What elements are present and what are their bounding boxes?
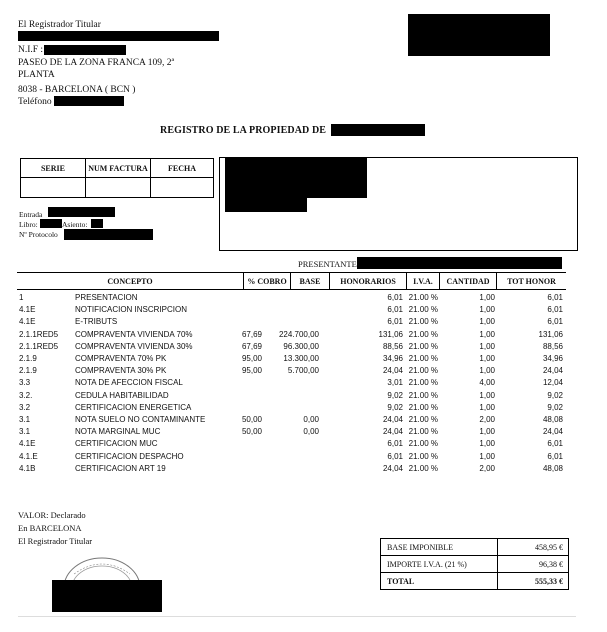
table-row [17, 304, 566, 316]
cell-tot: 12,04 [542, 378, 563, 388]
cell-iva: 21.00 % [408, 329, 438, 339]
cell-hon: 6,01 [387, 451, 403, 461]
entrada-label: Entrada [19, 210, 43, 219]
col-honorarios: HONORARIOS [330, 273, 407, 289]
table-row [17, 463, 566, 475]
col-base: BASE [291, 273, 330, 289]
fecha-value [151, 178, 213, 197]
cell-hon: 24,04 [382, 463, 403, 473]
cell-qty: 1,00 [479, 354, 495, 363]
cell-base: 5.700,00 [287, 366, 319, 376]
cell-concept: NOTA SUELO NO CONTAMINANTE [75, 415, 206, 424]
cell-hon: 6,01 [387, 293, 403, 302]
cell-base: 13.300,00 [283, 354, 319, 363]
col-cantidad: CANTIDAD [440, 273, 497, 289]
table-row [17, 414, 566, 426]
redacted-asiento [91, 219, 103, 228]
cell-code: 4.1E [19, 439, 36, 449]
cell-tot: 6,01 [547, 317, 563, 327]
redacted-registrar-name [18, 31, 219, 41]
cell-code: 3.2 [19, 402, 31, 412]
table-row [17, 402, 566, 414]
table-row [17, 377, 566, 389]
cell-concept: CEDULA HABITABILIDAD [75, 390, 169, 400]
cell-cobro: 67,69 [241, 341, 262, 351]
total-value: 555,33 € [535, 576, 563, 586]
cell-concept: CERTIFICACION ART 19 [75, 463, 166, 473]
fecha-header: FECHA [168, 163, 196, 173]
cell-qty: 1,00 [479, 366, 495, 376]
cell-iva: 21.00 % [408, 451, 438, 461]
cell-iva: 21.00 % [408, 354, 438, 363]
table-row [17, 316, 566, 328]
invoice-header-table [20, 158, 214, 198]
cell-tot: 6,01 [547, 451, 563, 461]
cell-concept: CERTIFICACION DESPACHO [75, 451, 184, 461]
cell-tot: 88,56 [542, 341, 563, 351]
cell-qty: 2,00 [479, 415, 495, 424]
cell-tot: 6,01 [547, 305, 563, 315]
valor-label: VALOR: Declarado [18, 510, 86, 520]
cell-iva: 21.00 % [408, 402, 438, 412]
cell-qty: 1,00 [479, 439, 495, 449]
cell-tot: 48,08 [542, 463, 563, 473]
cell-hon: 6,01 [387, 305, 403, 315]
table-row [17, 292, 566, 304]
cell-iva: 21.00 % [408, 427, 438, 437]
cell-cobro: 67,69 [241, 329, 262, 339]
serie-value [21, 178, 86, 197]
cell-code: 3.3 [19, 378, 31, 388]
cell-concept: CERTIFICACION MUC [75, 439, 158, 449]
cell-tot: 9,02 [547, 402, 563, 412]
cell-concept: COMPRAVENTA VIVIENDA 30% [75, 341, 193, 351]
cell-base: 0,00 [303, 427, 319, 437]
col-iva: I.V.A. [407, 273, 440, 289]
cell-code: 3.2. [19, 390, 33, 400]
cell-hon: 24,04 [382, 366, 403, 376]
table-row [17, 426, 566, 438]
cell-cobro: 50,00 [241, 427, 262, 437]
redacted-presentante [357, 257, 562, 269]
cell-concept: E-TRIBUTS [75, 317, 118, 327]
cell-code: 2.1.1RED5 [19, 329, 59, 339]
cell-qty: 1,00 [479, 293, 495, 302]
cell-concept: COMPRAVENTA VIVIENDA 70% [75, 329, 193, 339]
cell-qty: 2,00 [479, 463, 495, 473]
cell-base: 224.700,00 [278, 329, 319, 339]
address-line-2: PLANTA [18, 70, 55, 80]
cell-iva: 21.00 % [408, 439, 438, 449]
cell-hon: 9,02 [387, 402, 403, 412]
cell-qty: 1,00 [479, 305, 495, 315]
cell-hon: 3,01 [387, 378, 403, 388]
redacted-registry-name [331, 124, 425, 136]
col-tot-honor: TOT HONOR [507, 276, 556, 286]
cell-iva: 21.00 % [408, 378, 438, 388]
libro-label: Libro: [19, 220, 38, 229]
total-label: TOTAL [381, 573, 498, 589]
concepts-table-header [17, 272, 566, 290]
cell-hon: 24,04 [382, 415, 403, 424]
cell-cobro: 95,00 [241, 354, 262, 363]
iva-label: IMPORTE I.V.A. (21 %) [381, 556, 498, 572]
page-bottom-rule [18, 616, 576, 617]
registrar-label: El Registrador Titular [18, 20, 101, 30]
cell-concept: CERTIFICACION ENERGETICA [75, 402, 192, 412]
cell-concept: NOTA DE AFECCION FISCAL [75, 378, 183, 388]
address-city: 8038 - BARCELONA ( BCN ) [18, 85, 136, 95]
cell-qty: 1,00 [479, 402, 495, 412]
cell-code: 4.1B [19, 463, 36, 473]
cell-iva: 21.00 % [408, 317, 438, 327]
iva-value: 96,38 € [539, 559, 563, 569]
presentante-label: PRESENTANTE [298, 259, 357, 269]
asiento-label: Asiento: [62, 220, 88, 229]
cell-code: 2.1.1RED5 [19, 341, 59, 351]
address-line-1: PASEO DE LA ZONA FRANCA 109, 2ª [18, 58, 175, 68]
table-row [17, 438, 566, 450]
cell-tot: 131,06 [538, 329, 563, 339]
col-cobro: % COBRO [244, 273, 291, 289]
cell-tot: 48,08 [542, 415, 563, 424]
redacted-nif [44, 45, 126, 55]
table-row [17, 390, 566, 402]
cell-iva: 21.00 % [408, 293, 438, 302]
col-concepto: CONCEPTO [17, 273, 244, 289]
cell-tot: 24,04 [542, 427, 563, 437]
table-row [17, 353, 566, 365]
redacted-client-address [225, 198, 307, 212]
table-row [17, 329, 566, 341]
document-title: REGISTRO DE LA PROPIEDAD DE [160, 125, 327, 136]
cell-hon: 6,01 [387, 439, 403, 449]
cell-hon: 24,04 [382, 427, 403, 437]
cell-iva: 21.00 % [408, 463, 438, 473]
totals-box [380, 538, 569, 590]
cell-qty: 4,00 [479, 378, 495, 388]
cell-tot: 6,01 [547, 293, 563, 302]
cell-code: 3.1 [19, 427, 31, 437]
cell-qty: 1,00 [479, 341, 495, 351]
cell-tot: 34,96 [542, 354, 563, 363]
cell-qty: 1,00 [479, 390, 495, 400]
cell-concept: NOTA MARGINAL MUC [75, 427, 161, 437]
cell-iva: 21.00 % [408, 366, 438, 376]
cell-code: 3.1 [19, 415, 31, 424]
cell-code: 4.1E [19, 317, 36, 327]
protocolo-label: Nº Protocolo [19, 230, 58, 239]
redacted-logo [408, 14, 550, 56]
cell-tot: 9,02 [547, 390, 563, 400]
cell-code: 2.1.9 [19, 366, 37, 376]
cell-iva: 21.00 % [408, 341, 438, 351]
redacted-phone [54, 96, 124, 106]
cell-tot: 6,01 [547, 439, 563, 449]
nif-label: N.I.F : [18, 45, 44, 55]
cell-qty: 1,00 [479, 427, 495, 437]
cell-concept: COMPRAVENTA 30% PK [75, 366, 167, 376]
cell-cobro: 95,00 [241, 366, 262, 376]
cell-hon: 34,96 [382, 354, 403, 363]
city-label: En BARCELONA [18, 523, 82, 533]
table-row [17, 365, 566, 377]
cell-qty: 1,00 [479, 317, 495, 327]
cell-code: 4.1.E [19, 451, 38, 461]
redacted-signature [52, 580, 162, 612]
cell-base: 96.300,00 [283, 341, 319, 351]
redacted-protocolo [64, 229, 153, 240]
redacted-client-name [225, 158, 367, 198]
registrar-signature-label: El Registrador Titular [18, 536, 93, 546]
cell-hon: 131,06 [378, 329, 403, 339]
cell-cobro: 50,00 [241, 415, 262, 424]
table-row [17, 341, 566, 353]
serie-header: SERIE [21, 159, 86, 177]
cell-iva: 21.00 % [408, 390, 438, 400]
cell-iva: 21.00 % [408, 415, 438, 424]
cell-tot: 24,04 [542, 366, 563, 376]
cell-concept: PRESENTACION [75, 293, 138, 302]
cell-code: 2.1.9 [19, 354, 37, 363]
cell-base: 0,00 [303, 415, 319, 424]
redacted-libro [40, 219, 62, 228]
cell-iva: 21.00 % [408, 305, 438, 315]
base-imponible-label: BASE IMPONIBLE [381, 539, 498, 555]
cell-concept: COMPRAVENTA 70% PK [75, 354, 167, 363]
cell-hon: 88,56 [382, 341, 403, 351]
cell-code: 1 [19, 293, 24, 302]
cell-hon: 9,02 [387, 390, 403, 400]
cell-qty: 1,00 [479, 451, 495, 461]
cell-code: 4.1E [19, 305, 36, 315]
phone-label: Teléfono [18, 97, 52, 107]
num-factura-header: NUM FACTURA [86, 159, 151, 177]
cell-qty: 1,00 [479, 329, 495, 339]
cell-concept: NOTIFICACION INSCRIPCION [75, 305, 188, 315]
redacted-entrada [48, 207, 115, 217]
base-imponible-value: 458,95 € [535, 542, 563, 552]
num-factura-value [86, 178, 151, 197]
cell-hon: 6,01 [387, 317, 403, 327]
table-row [17, 451, 566, 463]
